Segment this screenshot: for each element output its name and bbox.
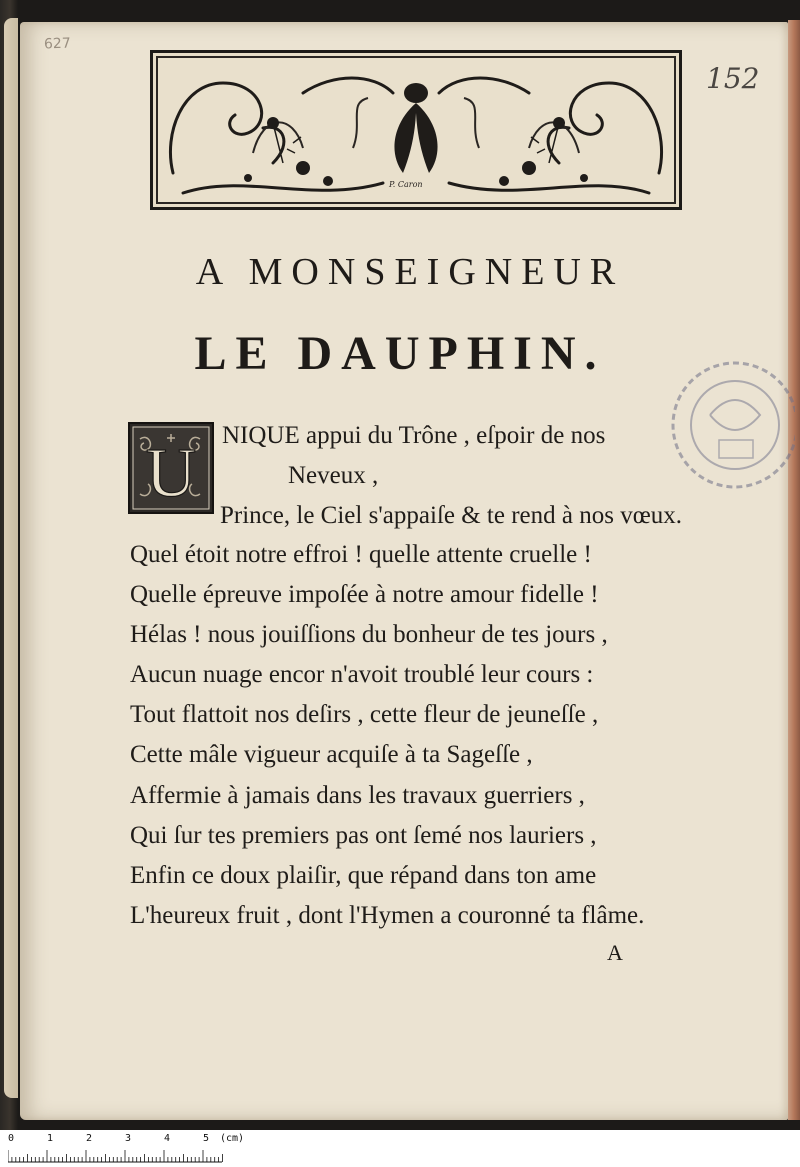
library-stamp-art bbox=[655, 345, 795, 530]
verse-line-2: Neveux , bbox=[288, 462, 379, 489]
headpiece-ornament bbox=[150, 50, 682, 210]
ruler-ticks bbox=[8, 1146, 228, 1164]
verse-line-8: Tout flattoit nos deſirs , cette fleur de jeuneſſe , bbox=[130, 701, 599, 728]
verse-line-1: NIQUE appui du Trône , eſpoir de nos bbox=[222, 422, 606, 449]
verse-line-3: Prince, le Ciel s'appaiſe & te rend à nos vœux. bbox=[220, 502, 683, 529]
ruler-label-2: 2 bbox=[86, 1133, 93, 1144]
decorated-initial-art bbox=[130, 424, 212, 512]
catchword: A bbox=[607, 940, 623, 965]
right-page-edge bbox=[788, 20, 800, 1120]
decorated-initial bbox=[128, 422, 214, 514]
ruler-label-5: 5 bbox=[203, 1133, 210, 1144]
engraver-signature: P. Caron bbox=[389, 180, 423, 189]
dedication-title-line-2: LE DAUPHIN. bbox=[194, 327, 606, 380]
library-stamp bbox=[655, 345, 795, 530]
ruler-unit: (cm) bbox=[220, 1133, 245, 1144]
left-page-edge bbox=[4, 18, 18, 1098]
verse-line-5: Quelle épreuve impoſée à notre amour fidelle ! bbox=[130, 581, 599, 608]
verse-line-6: Hélas ! nous jouiſſions du bonheur de tes jours , bbox=[130, 621, 608, 648]
verse-line-7: Aucun nuage encor n'avoit troublé leur cours : bbox=[130, 661, 594, 688]
handwritten-page-number: 152 bbox=[706, 62, 760, 95]
verse-line-4: Quel étoit notre effroi ! quelle attente cruelle ! bbox=[130, 541, 592, 568]
dedication-title-line-1: A MONSEIGNEUR bbox=[195, 251, 625, 293]
verse-line-11: Qui ſur tes premiers pas ont ſemé nos lauriers , bbox=[130, 822, 597, 849]
ruler-labels bbox=[0, 1133, 260, 1147]
verse-line-9: Cette mâle vigueur acquiſe à ta Sageſſe , bbox=[130, 741, 533, 768]
verse-line-12: Enfin ce doux plaiſir, que répand dans ton ame bbox=[130, 862, 597, 889]
pencil-shelf-number: 627 bbox=[43, 35, 72, 53]
ruler-label-1: 1 bbox=[47, 1133, 54, 1144]
scale-ruler bbox=[0, 1130, 800, 1167]
verse-line-13: L'heureux fruit , dont l'Hymen a couronné ta flâme. bbox=[130, 902, 645, 929]
ruler-label-0: 0 bbox=[8, 1133, 15, 1144]
ruler-label-3: 3 bbox=[125, 1133, 132, 1144]
verse-line-10: Affermie à jamais dans les travaux guerriers , bbox=[130, 782, 585, 809]
ruler-label-4: 4 bbox=[164, 1133, 171, 1144]
dropcap-letter: U bbox=[145, 435, 197, 512]
